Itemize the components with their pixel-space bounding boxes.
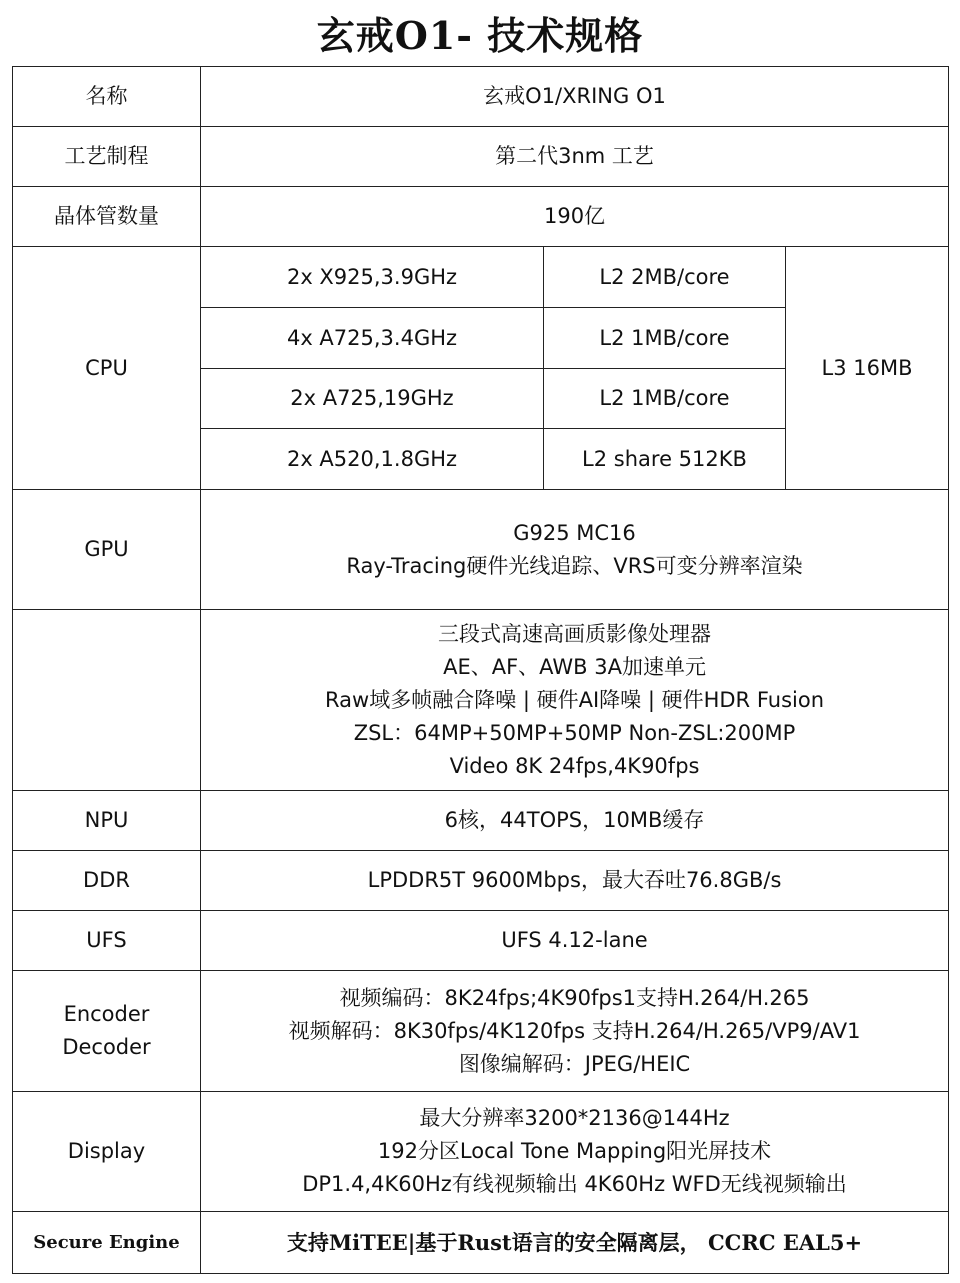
codec-label-line: Encoder bbox=[63, 1002, 150, 1026]
isp-line: Raw域多帧融合降噪 | 硬件AI降噪 | 硬件HDR Fusion bbox=[325, 687, 825, 712]
spec-table bbox=[12, 66, 949, 1274]
table-row-gpu bbox=[13, 490, 949, 610]
row-label bbox=[13, 971, 201, 1092]
isp-line: Video 8K 24fps,4K90fps bbox=[449, 753, 700, 778]
table-row-name bbox=[13, 67, 949, 127]
row-label bbox=[13, 610, 201, 791]
cpu-l3-cache: L3 16MB bbox=[786, 247, 949, 490]
table-row-transistors bbox=[13, 187, 949, 247]
codec-line: 图像编解码：JPEG/HEIC bbox=[458, 1051, 691, 1076]
row-label: Display bbox=[13, 1092, 201, 1212]
table-row-ddr bbox=[13, 851, 949, 911]
row-label: UFS bbox=[13, 911, 201, 971]
row-label: Secure Engine bbox=[13, 1212, 201, 1274]
row-value: 第二代3nm 工艺 bbox=[201, 127, 949, 187]
row-value: UFS 4.12-lane bbox=[201, 911, 949, 971]
row-label: NPU bbox=[13, 791, 201, 851]
codec-line: 视频编码：8K24fps;4K90fps1支持H.264/H.265 bbox=[339, 985, 810, 1010]
row-label: GPU bbox=[13, 490, 201, 610]
row-label: DDR bbox=[13, 851, 201, 911]
row-value bbox=[201, 971, 949, 1092]
row-label: 名称 bbox=[13, 67, 201, 127]
cpu-core: 4x A725,3.4GHz bbox=[201, 308, 544, 369]
cpu-cache: L2 share 512KB bbox=[544, 429, 786, 490]
row-value bbox=[201, 610, 949, 791]
table-row-display bbox=[13, 1092, 949, 1212]
row-label: 工艺制程 bbox=[13, 127, 201, 187]
cpu-core: 2x A520,1.8GHz bbox=[201, 429, 544, 490]
cpu-cache: L2 1MB/core bbox=[544, 369, 786, 429]
table-row-npu bbox=[13, 791, 949, 851]
row-value: 190亿 bbox=[201, 187, 949, 247]
isp-line: 三段式高速高画质影像处理器 bbox=[438, 621, 712, 646]
row-label: 晶体管数量 bbox=[13, 187, 201, 247]
gpu-line: Ray-Tracing硬件光线追踪、VRS可变分辨率渲染 bbox=[346, 553, 803, 578]
cpu-cache: L2 2MB/core bbox=[544, 247, 786, 308]
row-value: 玄戒O1/XRING O1 bbox=[201, 67, 949, 127]
cpu-cache: L2 1MB/core bbox=[544, 308, 786, 369]
codec-label-line: Decoder bbox=[62, 1035, 151, 1059]
table-row-codec bbox=[13, 971, 949, 1092]
row-value bbox=[201, 490, 949, 610]
page-title: 玄戒O1- 技术规格 bbox=[316, 13, 644, 58]
display-line: 最大分辨率3200*2136@144Hz bbox=[419, 1106, 730, 1130]
row-value bbox=[201, 1092, 949, 1212]
display-line: DP1.4,4K60Hz有线视频输出 4K60Hz WFD无线视频输出 bbox=[302, 1172, 847, 1196]
table-row-isp bbox=[13, 610, 949, 791]
row-label: CPU bbox=[13, 247, 201, 490]
gpu-line: G925 MC16 bbox=[513, 520, 636, 545]
table-row-process bbox=[13, 127, 949, 187]
isp-line: AE、AF、AWB 3A加速单元 bbox=[443, 654, 706, 679]
cpu-core: 2x X925,3.9GHz bbox=[201, 247, 544, 308]
row-value: 支持MiTEE|基于Rust语言的安全隔离层， CCRC EAL5+ bbox=[201, 1212, 949, 1274]
table-row-cpu bbox=[13, 247, 949, 308]
row-value: 6核，44TOPS，10MB缓存 bbox=[201, 791, 949, 851]
codec-line: 视频解码：8K30fps/4K120fps 支持H.264/H.265/VP9/AV1 bbox=[288, 1018, 861, 1043]
table-row-secure bbox=[13, 1212, 949, 1274]
table-row-ufs bbox=[13, 911, 949, 971]
cpu-core: 2x A725,19GHz bbox=[201, 369, 544, 429]
display-line: 192分区Local Tone Mapping阳光屏技术 bbox=[377, 1139, 772, 1163]
isp-line: ZSL：64MP+50MP+50MP Non-ZSL:200MP bbox=[353, 720, 796, 745]
row-value: LPDDR5T 9600Mbps，最大吞吐76.8GB/s bbox=[201, 851, 949, 911]
